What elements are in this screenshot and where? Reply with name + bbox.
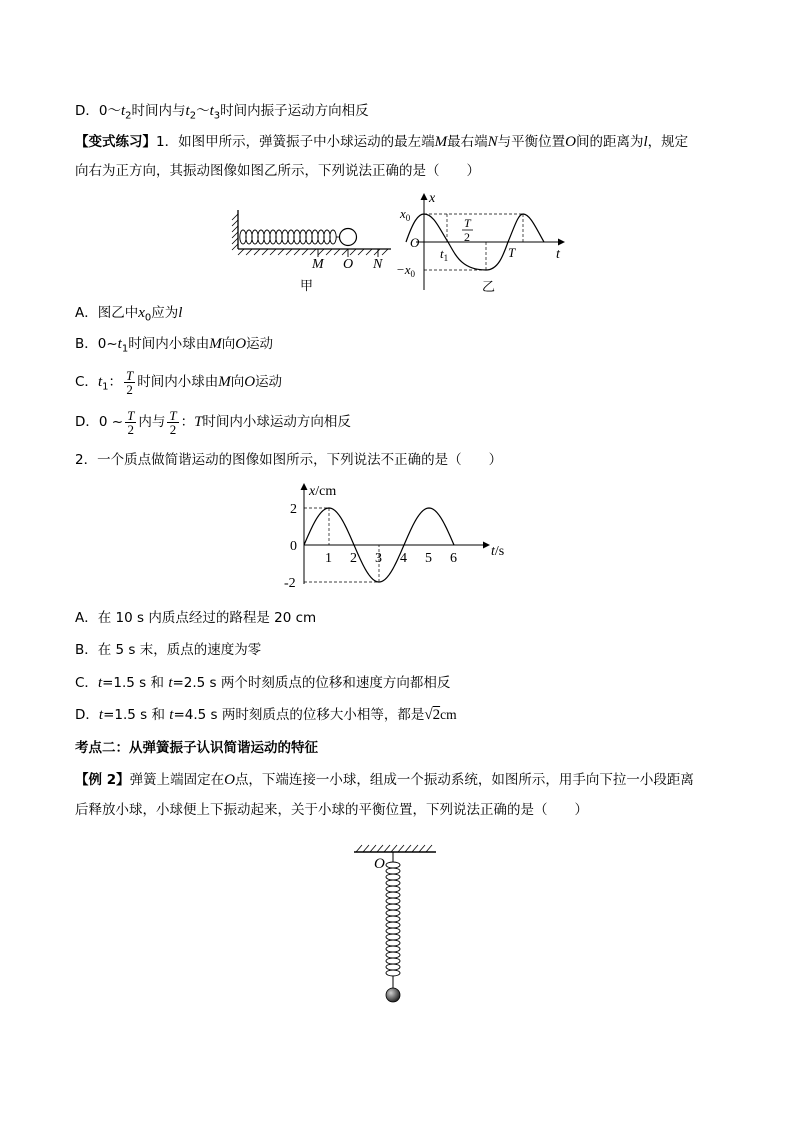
y-tick-label: 2 bbox=[290, 502, 297, 517]
example2-line1: 【例 2】弹簧上端固定在O点，下端连接一小球，组成一个振动系统，如图所示，用手向下拉一小段距离 bbox=[75, 772, 694, 788]
figure-vertical-spring bbox=[350, 840, 440, 1008]
q2-option-a: A．在 10 s 内质点经过的路程是 20 cm bbox=[75, 610, 317, 626]
label-n: N bbox=[373, 257, 383, 272]
fraction-t-over-2: $\frac{T}{2}$ bbox=[125, 367, 134, 397]
neg-x0-label: $-x_0$ bbox=[396, 262, 416, 279]
x-tick-label: 5 bbox=[425, 551, 432, 566]
chart-x-label: t/s bbox=[491, 544, 505, 559]
period-label: T bbox=[508, 245, 516, 260]
q1-option-b: B．$0\sim t_1$时间内小球由M向O运动 bbox=[75, 336, 274, 355]
q2-option-c: C．t=1.5 s 和 t=2.5 s 两个时刻质点的位移和速度方向都相反 bbox=[75, 675, 451, 691]
ball bbox=[340, 229, 357, 246]
sqrt-sign: √2 bbox=[424, 707, 441, 723]
label-o: O bbox=[343, 257, 354, 272]
chart-y-label: x/cm bbox=[309, 484, 337, 499]
q2-option-d: D．t=1.5 s 和 t=4.5 s 两时刻质点的位移大小相等，都是√2cm bbox=[75, 707, 457, 723]
hanging-ball bbox=[386, 988, 400, 1002]
t-half-den: 2 bbox=[464, 230, 470, 244]
q1-option-a: A．图乙中$x_0$应为l bbox=[75, 305, 183, 324]
q1-option-d: D．0 ~ $\frac{T}{2}$ 内与 $\frac{T}{2}$ ：T时间内小球运动方向相反 bbox=[75, 407, 351, 437]
x-tick-label: 6 bbox=[450, 551, 457, 566]
figure-yi-vibration-graph bbox=[398, 188, 578, 298]
x-tick-label: 3 bbox=[375, 551, 382, 566]
caption-yi: 乙 bbox=[482, 279, 496, 294]
ceiling-hatching bbox=[356, 845, 432, 852]
y-axis-label: x bbox=[429, 191, 436, 206]
spring bbox=[240, 230, 340, 244]
q2-option-b: B．在 5 s 末，质点的速度为零 bbox=[75, 642, 262, 658]
x-axis-label: t bbox=[556, 247, 560, 262]
variant-tag: 【变式练习】 bbox=[75, 134, 156, 150]
fraction-t-over-2: $\frac{T}{2}$ bbox=[169, 407, 177, 437]
example2-tag: 【例 2】 bbox=[75, 772, 130, 788]
label-m: M bbox=[312, 257, 324, 272]
fraction-t-over-2: $\frac{T}{2}$ bbox=[127, 407, 135, 437]
floor-hatching bbox=[238, 249, 388, 255]
x-tick-label: 2 bbox=[350, 551, 357, 566]
q1-option-c: C．$t_1$： $\frac{T}{2}$ 时间内小球由M向O运动 bbox=[75, 367, 283, 397]
x0-label: $x_0$ bbox=[400, 206, 411, 223]
t-half-num: T bbox=[464, 216, 471, 230]
figure-jia-spring-oscillator bbox=[226, 205, 401, 295]
example2-line2: 后释放小球，小球便上下振动起来，关于小球的平衡位置，下列说法正确的是（ ） bbox=[75, 802, 588, 818]
q2-displacement-chart bbox=[284, 478, 524, 591]
vertical-spring bbox=[386, 862, 400, 976]
caption-jia: 甲 bbox=[300, 278, 314, 293]
variant-stem-line2: 向右为正方向，其振动图像如图乙所示，下列说法正确的是（ ） bbox=[75, 163, 480, 179]
y-tick-label: -2 bbox=[284, 576, 296, 591]
x-tick-label: 1 bbox=[325, 551, 332, 566]
t1-label: $t_1$ bbox=[440, 246, 449, 263]
section-heading: 考点二：从弹簧振子认识简谐运动的特征 bbox=[75, 740, 318, 756]
x-tick-label: 4 bbox=[400, 551, 407, 566]
q2-stem: 2．一个质点做简谐运动的图像如图所示，下列说法不正确的是（ ） bbox=[75, 452, 503, 468]
origin-label: O bbox=[410, 235, 420, 250]
wall-hatching bbox=[232, 214, 238, 250]
y-tick-label: 0 bbox=[290, 539, 297, 554]
prev-option-d: D．$0\sim t_2$时间内与$t_2\sim t_3$时间内振子运动方向相反 bbox=[75, 103, 369, 122]
fixed-point-o-label: O bbox=[374, 856, 385, 872]
variant-stem-line1: 【变式练习】1．如图甲所示，弹簧振子中小球运动的最左端M最右端N与平衡位置O间的距离为l，规定 bbox=[75, 134, 689, 150]
